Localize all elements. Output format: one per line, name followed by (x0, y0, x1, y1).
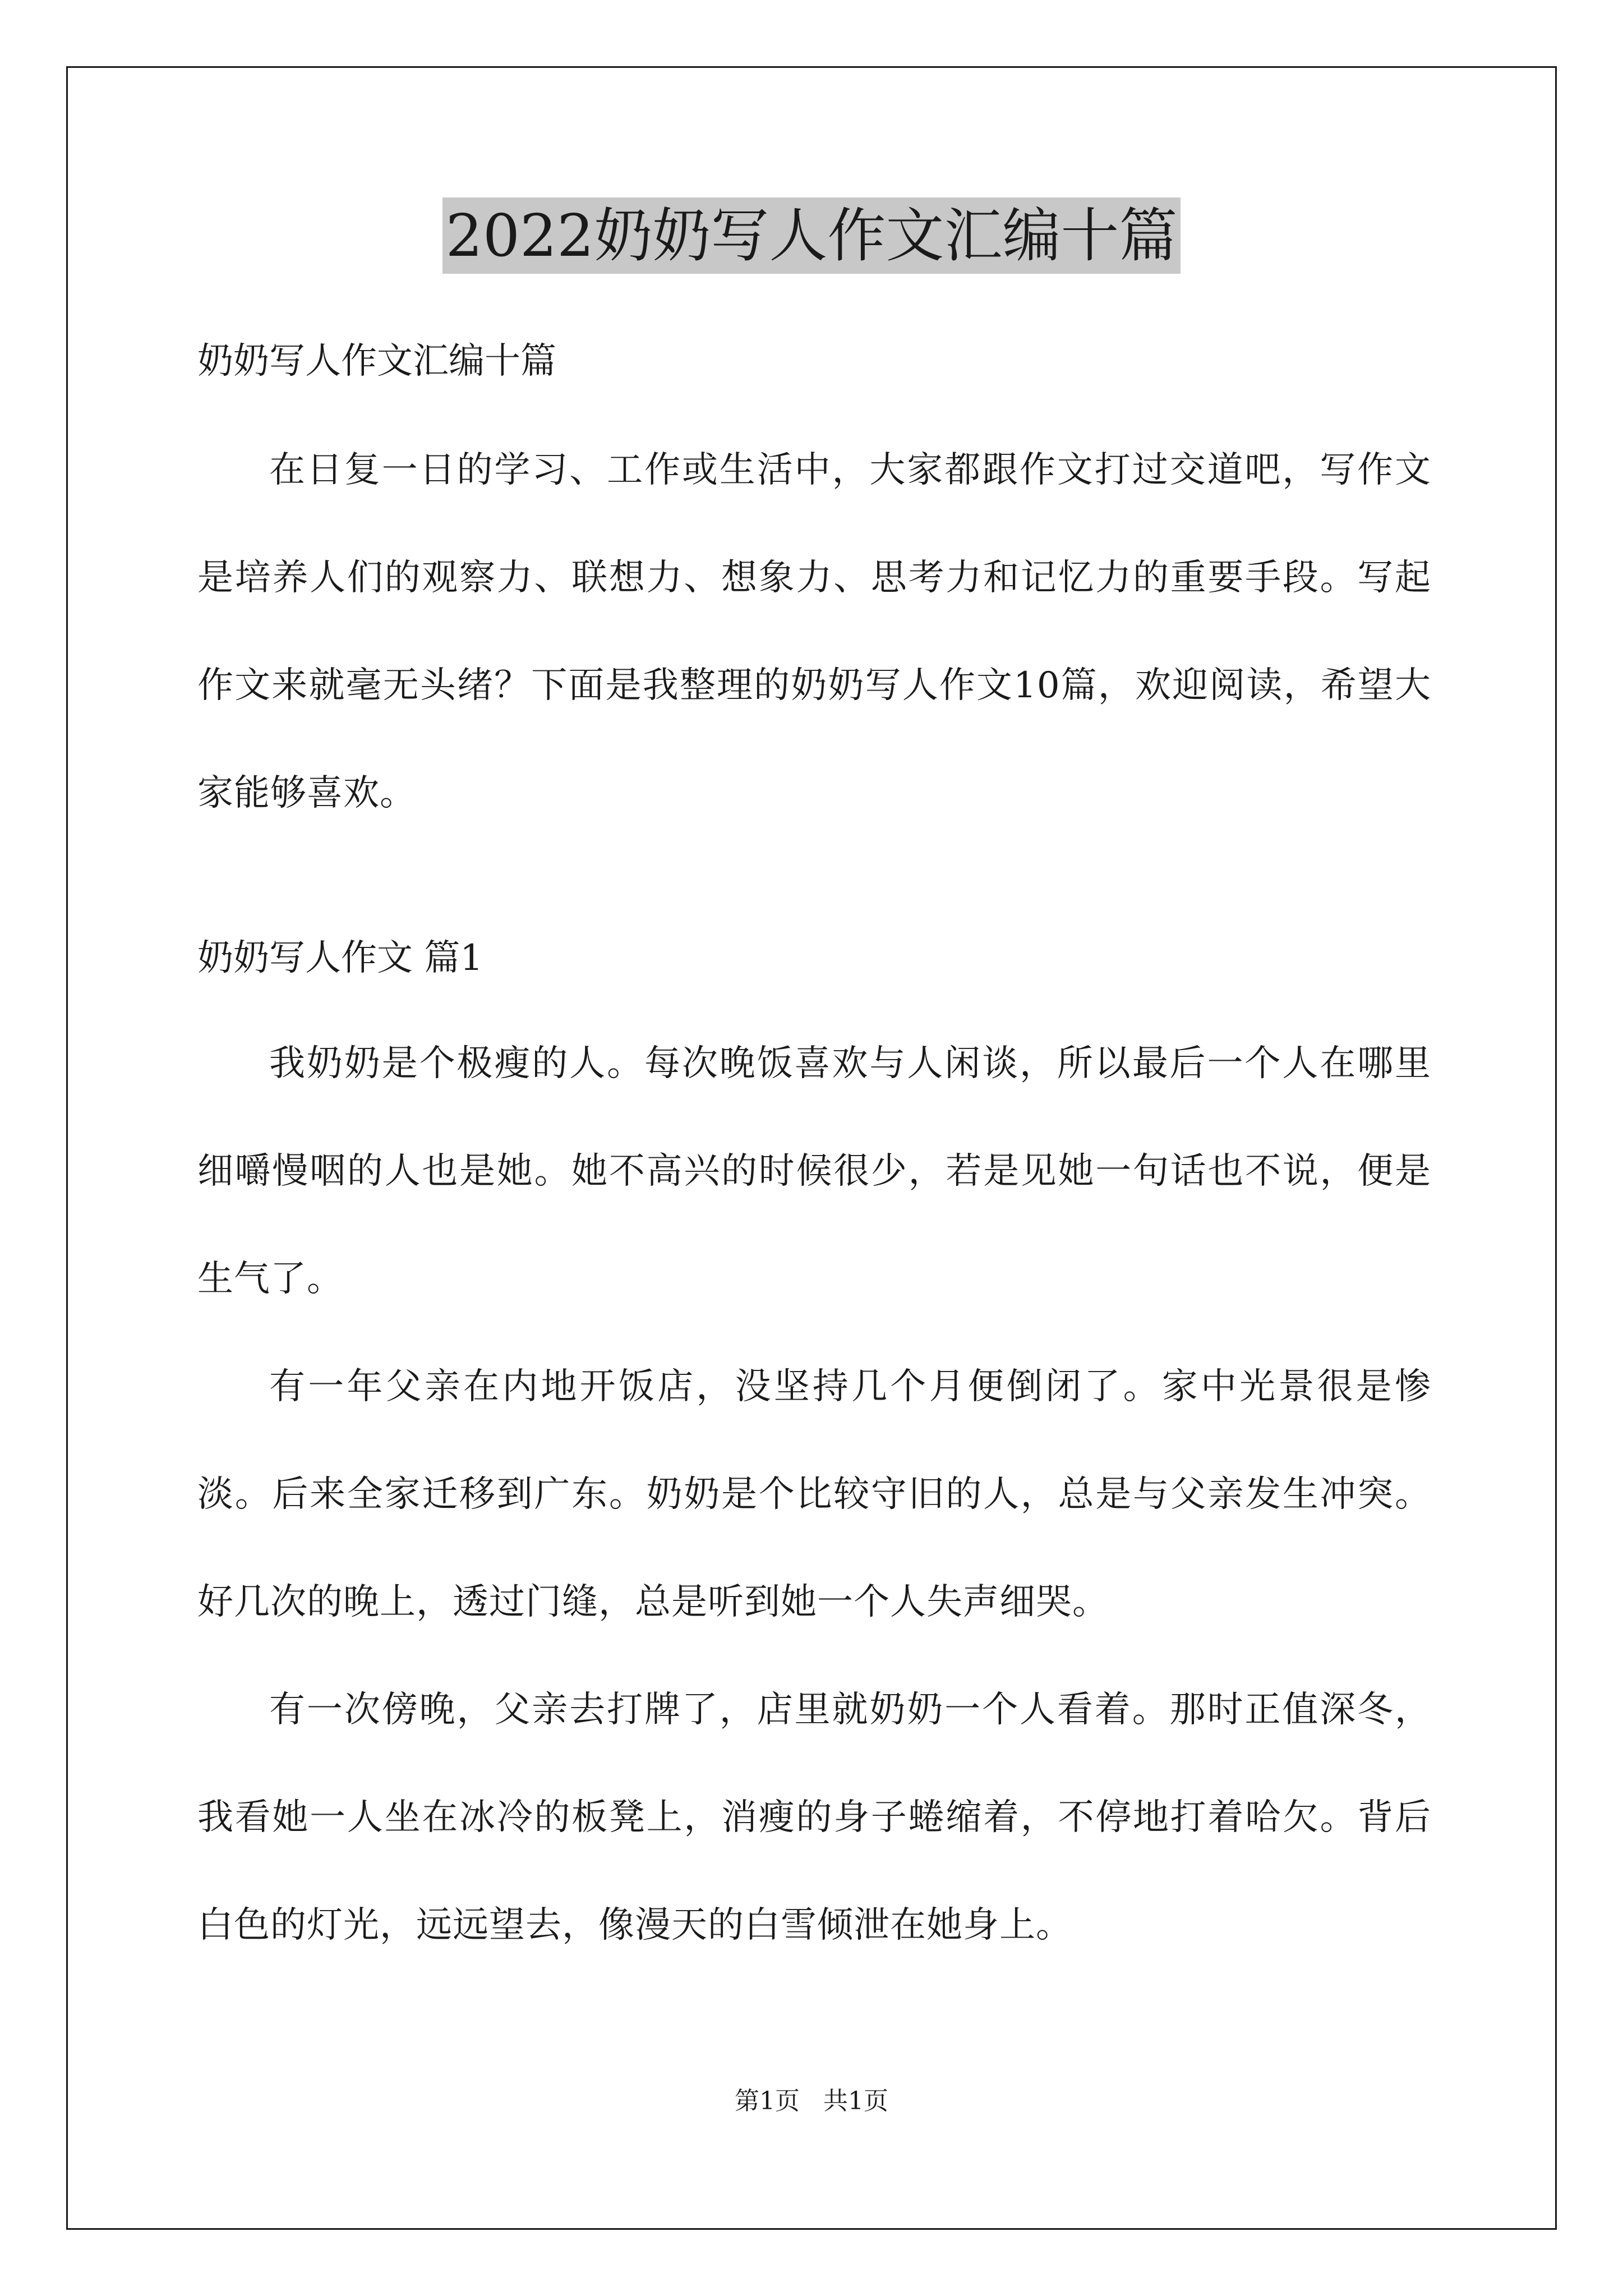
document-body (197, 314, 1431, 1979)
body-paragraph-2: 有一年父亲在内地开饭店，没坚持几个月便倒闭了。家中光景很是惨淡。后来全家迁移到广东。奶奶是个比较守旧的人，总是与父亲发生冲突。 好几次的晚上，透过门缝，总是听到她一个人失声细哭。 (197, 1366, 1431, 1623)
document-title: 2022奶奶写人作文汇编十篇 (442, 197, 1181, 274)
page-number: 第1页 (735, 2087, 800, 2115)
page-footer (0, 2085, 1623, 2118)
body-paragraph-1: 我奶奶是个极瘦的人。每次晚饭喜欢与人闲谈，所以最后一个人在哪里细嚼慢咽的人也是她。她不高兴的时候很少，若是见她一句话也不说，便是生气了。 (197, 1043, 1431, 1300)
page-total: 共1页 (823, 2087, 888, 2115)
section-heading: 奶奶写人作文 篇1 (197, 937, 483, 979)
intro-paragraph: 在日复一日的学习、工作或生活中，大家都跟作文打过交道吧，写作文是培养人们的观察力、联想力、想象力、思考力和记忆力的重要手段。写起作文来就毫无头绪？下面是我整理的奶奶写人作文10篇，欢迎阅读，希望大家能够喜欢。 (197, 449, 1431, 814)
body-paragraph-3: 有一次傍晚，父亲去打牌了，店里就奶奶一个人看着。那时正值深冬，我看她一人坐在冰冷的板凳上，消瘦的身子蜷缩着，不停地打着哈欠。背后白色的灯光，远远望去，像漫天的白雪倾泄在她身上。 (197, 1689, 1431, 1946)
document-subtitle: 奶奶写人作文汇编十篇 (197, 341, 556, 382)
title-container (0, 197, 1623, 274)
